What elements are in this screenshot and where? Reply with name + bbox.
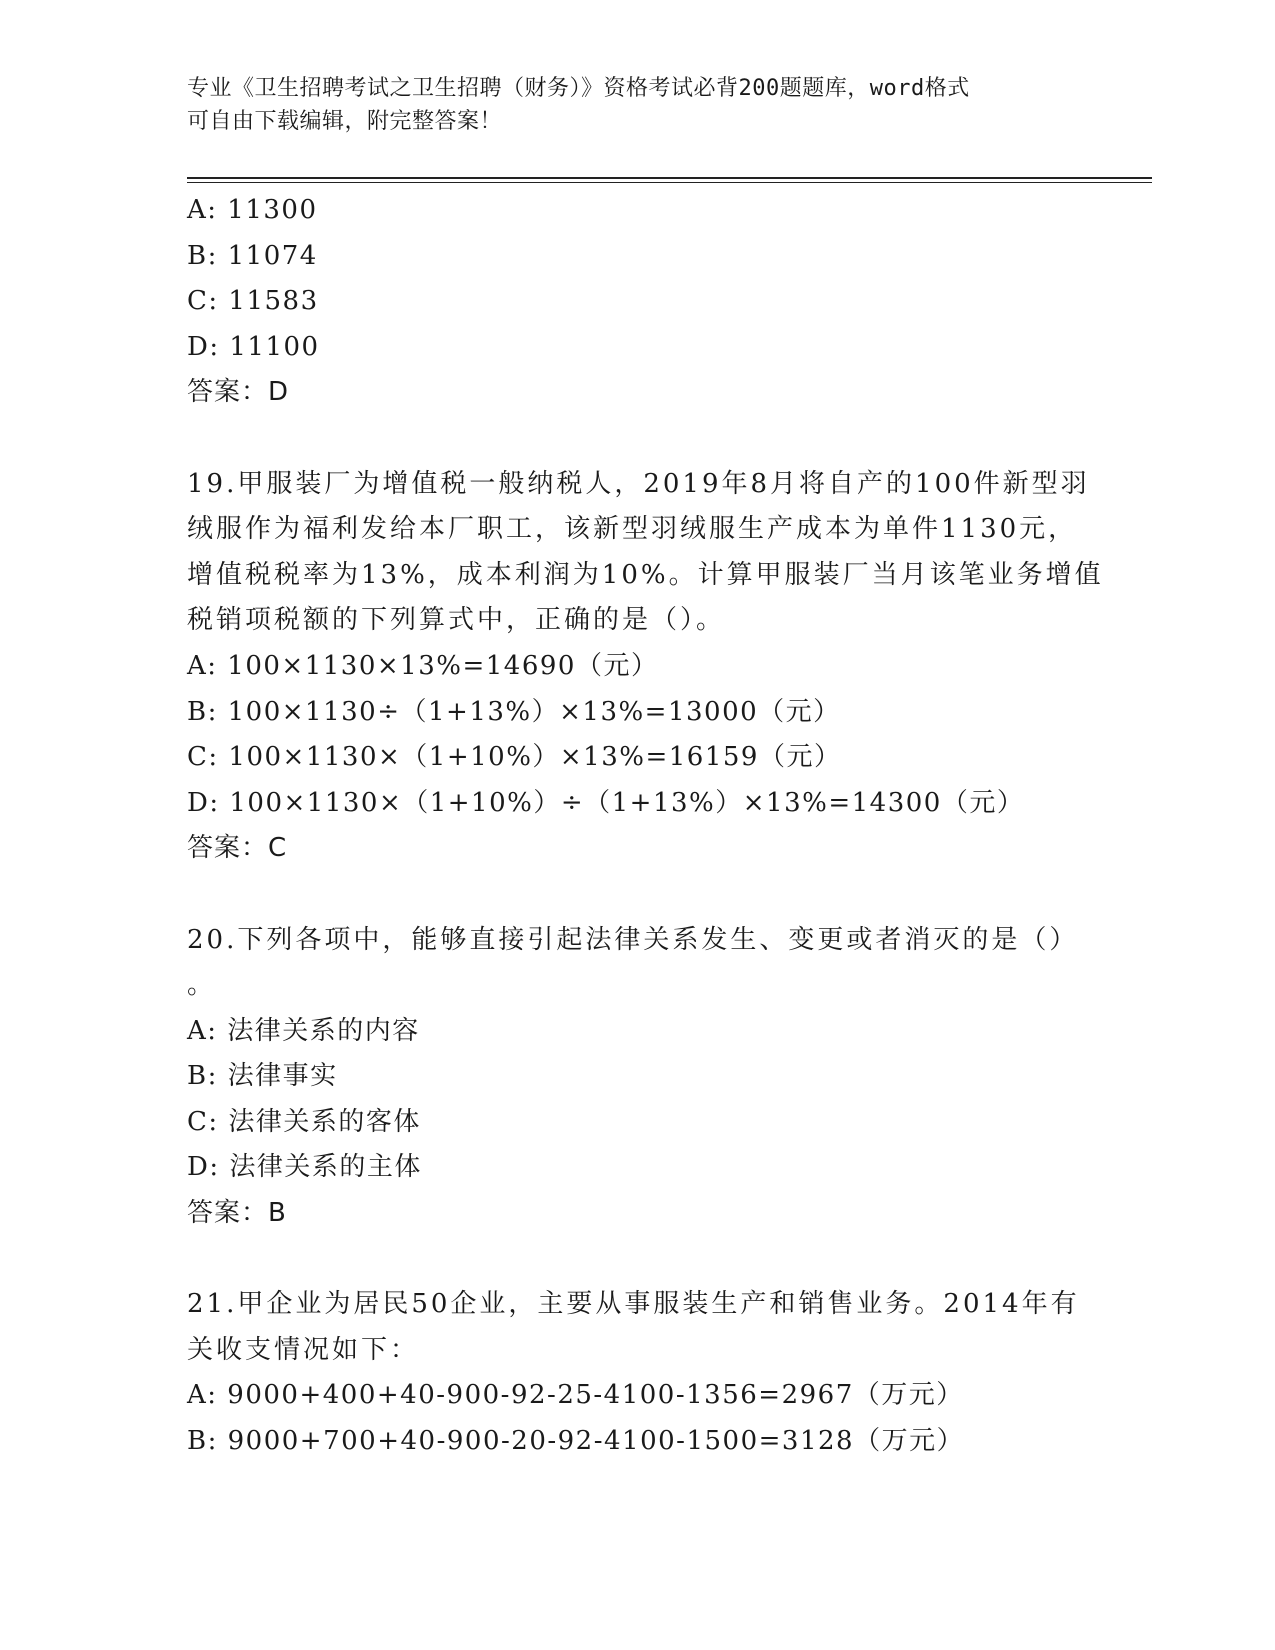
page-header: [187, 72, 1067, 138]
header-title-line-1: 专业《卫生招聘考试之卫生招聘（财务）》资格考试必背200题题库，word格式: [187, 76, 970, 101]
header-divider-thick: [187, 177, 1152, 179]
question-text-line: 税销项税额的下列算式中，正确的是（）。: [187, 605, 726, 636]
option-c: C: 11583: [187, 286, 319, 317]
question-18: [187, 188, 1087, 416]
option-d: D: 11100: [187, 331, 320, 362]
document-body: [187, 188, 1104, 1465]
question-text-line: 绒服作为福利发给本厂职工，该新型羽绒服生产成本为单件1130元，: [187, 514, 1078, 545]
question-20: [187, 918, 1087, 1237]
option-d: D: 法律关系的主体: [187, 1152, 422, 1183]
header-title-line-2: 可自由下载编辑，附完整答案！: [187, 109, 503, 134]
header-divider-thin: [187, 182, 1152, 183]
option-c: C: 法律关系的客体: [187, 1106, 421, 1137]
question-text-line: 。: [187, 970, 217, 1001]
option-b: B: 100×1130÷（1+13%）×13%=13000（元）: [187, 696, 841, 727]
option-a: A: 100×1130×13%=14690（元）: [187, 650, 659, 681]
answer-line: 答案：B: [187, 1198, 287, 1229]
spacer: [187, 416, 1087, 462]
option-b: B: 法律事实: [187, 1061, 338, 1092]
option-c: C: 100×1130×（1+10%）×13%=16159（元）: [187, 742, 842, 773]
spacer: [187, 872, 1087, 918]
question-text-line: 关收支情况如下：: [187, 1334, 420, 1365]
answer-line: 答案：D: [187, 377, 290, 408]
option-a: A: 9000+400+40-900-92-25-4100-1356=2967（万元）: [187, 1380, 964, 1411]
option-d: D: 100×1130×（1+10%）÷（1+13%）×13%=14300（元）: [187, 787, 1025, 818]
question-text-line: 20.下列各项中，能够直接引起法律关系发生、变更或者消灭的是（）: [187, 924, 1079, 955]
question-21: [187, 1282, 1087, 1464]
question-text-line: 21.甲企业为居民50企业，主要从事服装生产和销售业务。2014年有: [187, 1289, 1080, 1320]
question-text-line: 增值税税率为13%，成本利润为10%。计算甲服装厂当月该笔业务增值: [187, 559, 1104, 590]
question-text-line: 19.甲服装厂为增值税一般纳税人，2019年8月将自产的100件新型羽: [187, 468, 1090, 499]
option-b: B: 11074: [187, 240, 318, 271]
option-b: B: 9000+700+40-900-20-92-4100-1500=3128（万元）: [187, 1426, 965, 1457]
spacer: [187, 1237, 1087, 1283]
option-a: A: 11300: [187, 195, 318, 225]
option-a: A: 法律关系的内容: [187, 1015, 420, 1046]
answer-line: 答案：C: [187, 833, 288, 864]
question-19: [187, 462, 1104, 872]
